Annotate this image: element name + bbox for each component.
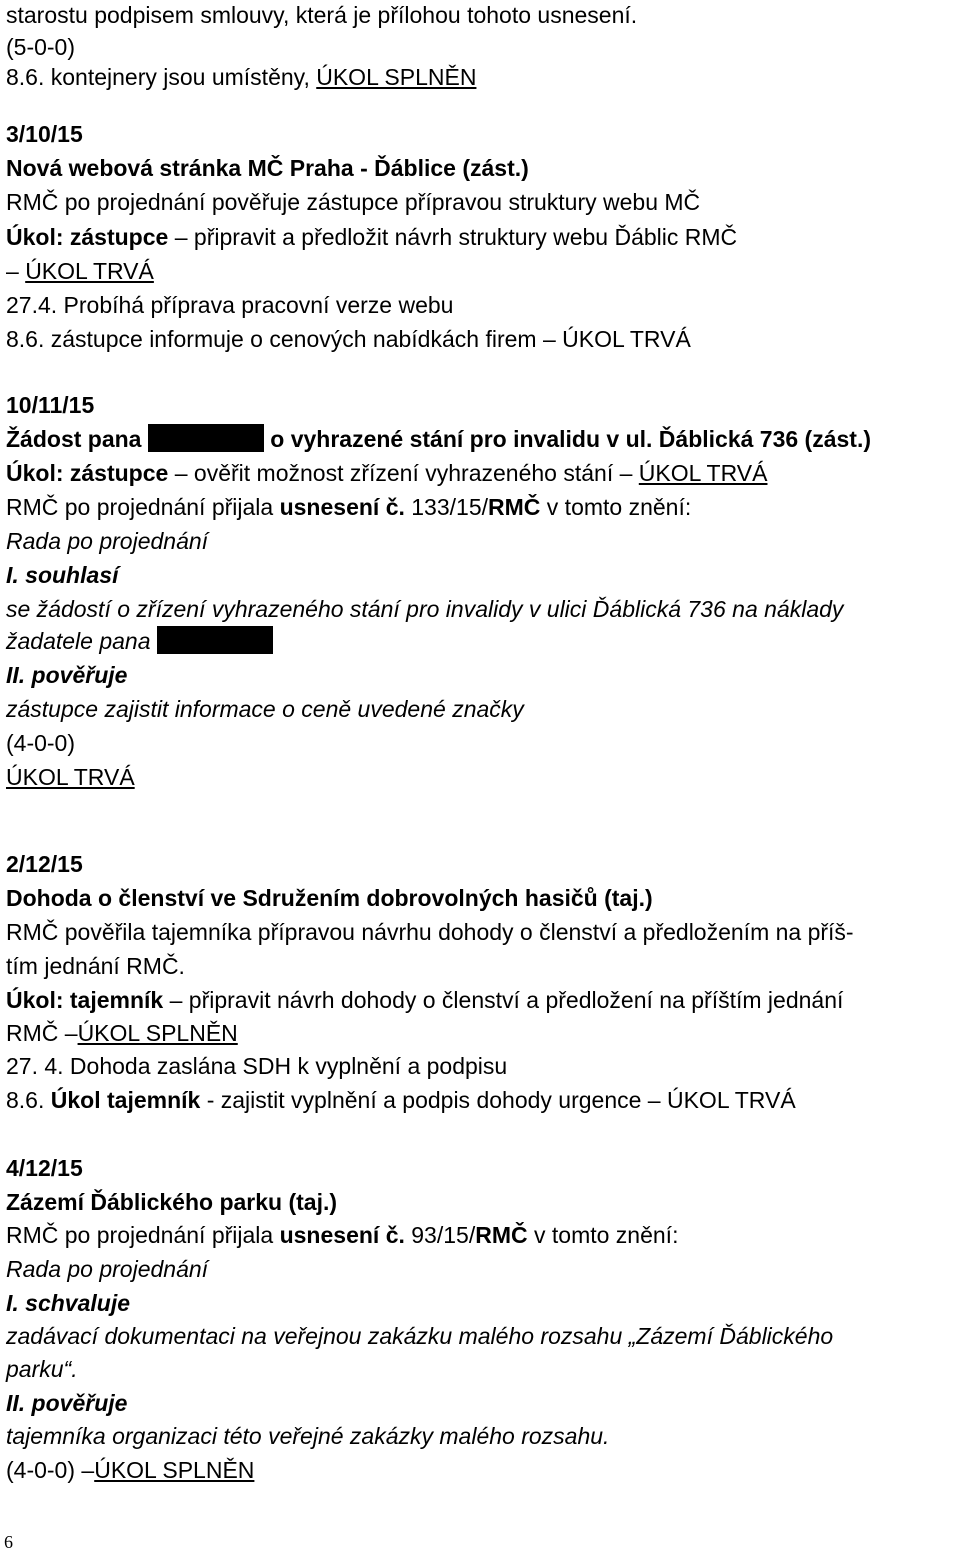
page-number: 6 [4, 1532, 13, 1552]
task-line: Úkol: zástupce – připravit a předložit návrh struktury webu Ďáblic RMČ [6, 224, 738, 250]
resolution-line: zástupce zajistit informace o ceně uvedené značky [6, 696, 524, 722]
text-line: RMČ pověřila tajemníka přípravou návrhu dohody o členství a předložením na příš- [6, 919, 854, 945]
vote-result: (4-0-0) [6, 730, 76, 756]
task-line: Úkol: tajemník – připravit návrh dohody o členství a předložení na příštím jednání [6, 987, 844, 1013]
resolution-line: parku“. [6, 1356, 78, 1382]
text-line: RMČ po projednání přijala usnesení č. 133/15/RMČ v tomto znění: [6, 494, 692, 520]
item-number: 2/12/15 [6, 851, 83, 877]
item-title: Dohoda o členství ve Sdružením dobrovolných hasičů (taj.) [6, 885, 653, 911]
item-title: Zázemí Ďáblického parku (taj.) [6, 1189, 338, 1215]
item-title: Nová webová stránka MČ Praha - Ďáblice (zást.) [6, 155, 529, 181]
resolution-heading: II. pověřuje [6, 1390, 128, 1416]
text-line: 8.6. kontejnery jsou umístěny, ÚKOL SPLNĚN [6, 64, 477, 90]
task-status: ÚKOL TRVÁ [25, 258, 154, 284]
item-number: 10/11/15 [6, 392, 95, 418]
item-title: Žádost pana o vyhrazené stání pro invalidu v ul. Ďáblická 736 (zást.) [6, 426, 872, 452]
resolution-line: žadatele pana [6, 626, 273, 656]
task-line: 8.6. Úkol tajemník - zajistit vyplnění a podpis dohody urgence – ÚKOL TRVÁ [6, 1087, 796, 1113]
task-status: ÚKOL SPLNĚN [316, 64, 477, 90]
task-status: ÚKOL SPLNĚN [94, 1457, 255, 1483]
resolution-line: Rada po projednání [6, 1256, 209, 1282]
resolution-line: se žádostí o zřízení vyhrazeného stání pro invalidy v ulici Ďáblická 736 na náklady [6, 596, 844, 622]
task-status: ÚKOL TRVÁ [6, 764, 135, 790]
text-line: RMČ po projednání pověřuje zástupce přípravou struktury webu MČ [6, 189, 701, 215]
redaction-block [148, 424, 264, 452]
task-line: Úkol: zástupce – ověřit možnost zřízení vyhrazeného stání – ÚKOL TRVÁ [6, 460, 768, 486]
resolution-line: tajemníka organizaci této veřejné zakázky malého rozsahu. [6, 1423, 610, 1449]
item-number: 4/12/15 [6, 1155, 83, 1181]
text-line: RMČ po projednání přijala usnesení č. 93/15/RMČ v tomto znění: [6, 1222, 679, 1248]
task-line: (4-0-0) –ÚKOL SPLNĚN [6, 1457, 255, 1483]
resolution-heading: II. pověřuje [6, 662, 128, 688]
task-line: – ÚKOL TRVÁ [6, 258, 154, 284]
task-status: ÚKOL TRVÁ [638, 460, 768, 486]
task-line: RMČ –ÚKOL SPLNĚN [6, 1020, 238, 1046]
text-line: tím jednání RMČ. [6, 953, 185, 979]
resolution-line: Rada po projednání [6, 528, 209, 554]
task-status: ÚKOL SPLNĚN [77, 1020, 238, 1046]
text-line: starostu podpisem smlouvy, která je přílohou tohoto usnesení. [6, 2, 638, 28]
resolution-heading: I. schvaluje [6, 1290, 131, 1316]
text-line: 27. 4. Dohoda zaslána SDH k vyplnění a podpisu [6, 1053, 508, 1079]
text-line: 27.4. Probíhá příprava pracovní verze webu [6, 292, 454, 318]
text-line: 8.6. zástupce informuje o cenových nabídkách firem – ÚKOL TRVÁ [6, 326, 691, 352]
item-number: 3/10/15 [6, 121, 83, 147]
resolution-heading: I. souhlasí [6, 562, 119, 588]
redaction-block [157, 626, 273, 654]
vote-result: (5-0-0) [6, 34, 76, 60]
resolution-line: zadávací dokumentaci na veřejnou zakázku malého rozsahu „Zázemí Ďáblického [6, 1323, 834, 1349]
